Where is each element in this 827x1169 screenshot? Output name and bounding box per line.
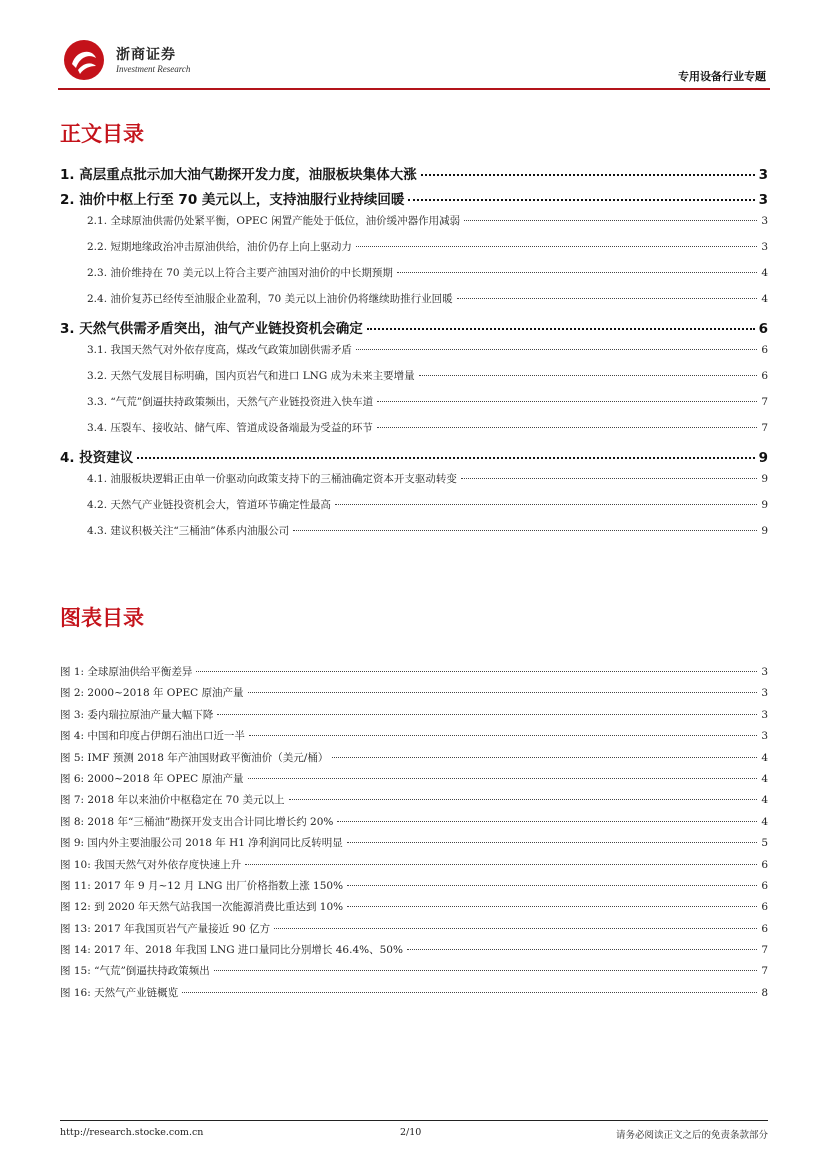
- toc-entry-section-text: 4.1. 油服板块逻辑正由单一价驱动向政策支持下的三桶油确定资本开支驱动转变: [87, 473, 457, 485]
- dot-leader: [377, 427, 757, 428]
- dot-leader: [457, 298, 758, 299]
- footer-url-link[interactable]: http://research.stocke.com.cn: [60, 1127, 204, 1138]
- dot-leader: [461, 478, 757, 479]
- dot-leader: [248, 778, 758, 779]
- figure-list-entry[interactable]: [60, 985, 768, 1006]
- figure-list-entry-page: 4: [761, 772, 768, 785]
- toc-entry-section[interactable]: [60, 497, 768, 523]
- figure-list-entry[interactable]: [60, 750, 768, 771]
- toc-entry-section-page: 6: [761, 344, 768, 356]
- toc-entry-chapter[interactable]: [60, 446, 768, 471]
- dot-leader: [217, 714, 757, 715]
- toc-heading: 正文目录: [60, 122, 144, 146]
- figure-list-entry-page: 6: [761, 858, 768, 871]
- figure-list-entry-text: 图 1: 全球原油供给平衡差异: [60, 666, 193, 678]
- dot-leader: [347, 842, 758, 843]
- figure-list-entry[interactable]: [60, 963, 768, 984]
- figure-list-entry-text: 图 2: 2000~2018 年 OPEC 原油产量: [60, 687, 244, 700]
- toc-entry-section-text: 2.2. 短期地缘政治冲击原油供给，油价仍存上向上驱动力: [87, 241, 352, 253]
- dot-leader: [137, 457, 754, 459]
- figure-list-entry-page: 7: [761, 965, 768, 978]
- toc-entry-section[interactable]: [60, 420, 768, 446]
- toc-entry-section[interactable]: [60, 471, 768, 497]
- figure-list-entry-page: 5: [761, 837, 768, 850]
- figure-list-entry-text: 图 15: “气荒”倒逼扶持政策频出: [60, 965, 210, 978]
- dot-leader: [182, 992, 757, 993]
- toc-entry-chapter-page: 3: [758, 192, 768, 208]
- dot-leader: [419, 375, 758, 376]
- toc-entry-section-text: 2.1. 全球原油供需仍处紧平衡，OPEC 闲置产能处于低位，油价缓冲器作用减弱: [87, 215, 461, 227]
- toc-entry-section-text: 2.4. 油价复苏已经传至油服企业盈利，70 美元以上油价仍将继续助推行业回暖: [87, 293, 453, 305]
- toc-entry-section-page: 9: [761, 525, 768, 537]
- dot-leader: [335, 504, 757, 505]
- figure-list-entry-text: 图 14: 2017 年、2018 年我国 LNG 进口量同比分别增长 46.4%、50%: [60, 944, 403, 957]
- figure-list-entry-text: 图 9: 国内外主要油服公司 2018 年 H1 净利润同比反转明显: [60, 837, 343, 850]
- toc-entry-chapter-page: 3: [758, 167, 768, 183]
- toc-entry-section-text: 3.1. 我国天然气对外依存度高，煤改气政策加剧供需矛盾: [87, 344, 352, 356]
- figure-list-entry-page: 6: [761, 879, 768, 892]
- figure-list-entry-text: 图 3: 委内瑞拉原油产量大幅下降: [60, 708, 214, 721]
- toc-entry-section-page: 3: [761, 215, 768, 227]
- figure-list-entry-page: 6: [761, 901, 768, 914]
- toc-entry-chapter-page: 9: [758, 450, 768, 466]
- header-rule: [58, 88, 770, 90]
- toc-entry-section-text: 4.2. 天然气产业链投资机会大，管道环节确定性最高: [87, 499, 331, 511]
- dot-leader: [356, 246, 757, 247]
- toc-entry-section-page: 7: [761, 422, 768, 434]
- figure-list-entry[interactable]: [60, 857, 768, 878]
- toc-entry-section-text: 3.4. 压裂车、接收站、储气库、管道成设备端最为受益的环节: [87, 422, 373, 434]
- toc-entry-section[interactable]: [60, 523, 768, 549]
- dot-leader: [408, 199, 754, 201]
- toc-entry-section[interactable]: [60, 394, 768, 420]
- brand-name-cn: 浙商证券: [116, 47, 176, 63]
- dot-leader: [196, 671, 757, 672]
- figure-list-entry[interactable]: [60, 771, 768, 792]
- toc-entry-chapter[interactable]: [60, 317, 768, 342]
- figure-list-entry-text: 图 10: 我国天然气对外依存度快速上升: [60, 858, 242, 871]
- figure-list-entry-text: 图 5: IMF 预测 2018 年产油国财政平衡油价（美元/桶）: [60, 751, 329, 764]
- toc-entry-section-page: 9: [761, 473, 768, 485]
- toc-entry-section[interactable]: [60, 368, 768, 394]
- toc-entry-chapter-text: 2. 油价中枢上行至 70 美元以上，支持油服行业持续回暖: [60, 192, 405, 208]
- dot-leader: [464, 220, 757, 221]
- dot-leader: [249, 735, 757, 736]
- toc-entry-section-page: 6: [761, 370, 768, 382]
- figure-list: [60, 664, 768, 1006]
- figure-list-entry[interactable]: [60, 814, 768, 835]
- dot-leader: [367, 328, 755, 330]
- figure-list-entry[interactable]: [60, 835, 768, 856]
- dot-leader: [332, 757, 757, 758]
- figure-list-entry-page: 3: [761, 708, 768, 721]
- figure-list-entry-page: 3: [761, 687, 768, 700]
- figure-list-entry-page: 7: [761, 944, 768, 957]
- toc-entry-chapter-text: 3. 天然气供需矛盾突出，油气产业链投资机会确定: [60, 321, 363, 337]
- toc-entry-section-text: 2.3. 油价维持在 70 美元以上符合主要产油国对油价的中长期预期: [87, 267, 393, 279]
- toc-entry-section-page: 4: [761, 293, 768, 305]
- dot-leader: [356, 349, 757, 350]
- dot-leader: [421, 174, 755, 176]
- toc-entry-section-page: 7: [761, 396, 768, 408]
- figure-list-entry[interactable]: [60, 792, 768, 813]
- dot-leader: [337, 821, 757, 822]
- toc-entry-section[interactable]: [60, 342, 768, 368]
- figure-list-entry-text: 图 4: 中国和印度占伊朗石油出口近一半: [60, 730, 245, 743]
- figure-list-entry[interactable]: [60, 921, 768, 942]
- figure-list-entry[interactable]: [60, 942, 768, 963]
- dot-leader: [214, 970, 758, 971]
- figure-list-entry-text: 图 6: 2000~2018 年 OPEC 原油产量: [60, 772, 244, 785]
- figure-list-entry-page: 4: [761, 794, 768, 807]
- toc-entry-section-page: 4: [761, 267, 768, 279]
- toc-entry-section-page: 3: [761, 241, 768, 253]
- figure-list-entry-text: 图 13: 2017 年我国页岩气产量接近 90 亿方: [60, 922, 271, 935]
- figure-list-entry[interactable]: [60, 707, 768, 728]
- footer-disclaimer: 请务必阅读正文之后的免责条款部分: [615, 1130, 768, 1141]
- figure-list-entry[interactable]: [60, 685, 768, 706]
- toc-list: [60, 163, 768, 549]
- toc-entry-section-text: 3.2. 天然气发展目标明确，国内页岩气和进口 LNG 成为未来主要增量: [87, 370, 415, 382]
- figure-list-entry[interactable]: [60, 899, 768, 920]
- toc-entry-chapter-text: 4. 投资建议: [60, 450, 134, 466]
- figure-list-entry-page: 4: [761, 751, 768, 764]
- dot-leader: [245, 864, 757, 865]
- toc-entry-chapter[interactable]: [60, 163, 768, 188]
- toc-entry-section-text: 3.3. “气荒”倒逼扶持政策频出，天然气产业链投资进入快车道: [87, 396, 374, 408]
- dot-leader: [347, 885, 757, 886]
- figure-list-entry-text: 图 16: 天然气产业链概览: [60, 986, 179, 999]
- figure-list-entry[interactable]: [60, 664, 768, 685]
- figure-list-heading: 图表目录: [60, 606, 144, 630]
- dot-leader: [289, 799, 758, 800]
- toc-entry-chapter-page: 6: [758, 321, 768, 337]
- dot-leader: [293, 530, 757, 531]
- toc-entry-section[interactable]: [60, 213, 768, 239]
- figure-list-entry-page: 6: [761, 922, 768, 935]
- dot-leader: [407, 949, 757, 950]
- figure-list-entry-text: 图 7: 2018 年以来油价中枢稳定在 70 美元以上: [60, 794, 285, 807]
- figure-list-entry-page: 4: [761, 815, 768, 828]
- toc-entry-chapter-text: 1. 高层重点批示加大油气勘探开发力度，油服板块集体大涨: [60, 167, 417, 183]
- figure-list-entry-text: 图 11: 2017 年 9 月~12 月 LNG 出厂价格指数上涨 150%: [60, 879, 344, 892]
- brand-name-en: Investment Research: [116, 64, 191, 74]
- figure-list-entry-text: 图 12: 到 2020 年天然气站我国一次能源消费比重达到 10%: [60, 901, 344, 914]
- dot-leader: [397, 272, 757, 273]
- toc-entry-section-text: 4.3. 建议积极关注“三桶油”体系内油服公司: [87, 525, 290, 537]
- figure-list-entry[interactable]: [60, 728, 768, 749]
- figure-list-entry-text: 图 8: 2018 年“三桶油”勘探开发支出合计同比增长约 20%: [60, 815, 334, 828]
- page-header: [58, 34, 770, 92]
- company-logo-icon: [62, 38, 106, 82]
- dot-leader: [248, 692, 758, 693]
- page-number: 2/10: [400, 1127, 422, 1138]
- toc-entry-section[interactable]: [60, 239, 768, 265]
- toc-entry-section[interactable]: [60, 291, 768, 317]
- dot-leader: [347, 906, 757, 907]
- figure-list-entry[interactable]: [60, 878, 768, 899]
- page-footer: [60, 1120, 768, 1141]
- report-type-label: 专用设备行业专题: [678, 70, 766, 83]
- toc-entry-section[interactable]: [60, 265, 768, 291]
- dot-leader: [274, 928, 757, 929]
- toc-entry-chapter[interactable]: [60, 188, 768, 213]
- dot-leader: [377, 401, 757, 402]
- toc-entry-section-page: 9: [761, 499, 768, 511]
- figure-list-entry-page: 3: [761, 730, 768, 743]
- figure-list-entry-page: 3: [761, 666, 768, 678]
- figure-list-entry-page: 8: [761, 986, 768, 999]
